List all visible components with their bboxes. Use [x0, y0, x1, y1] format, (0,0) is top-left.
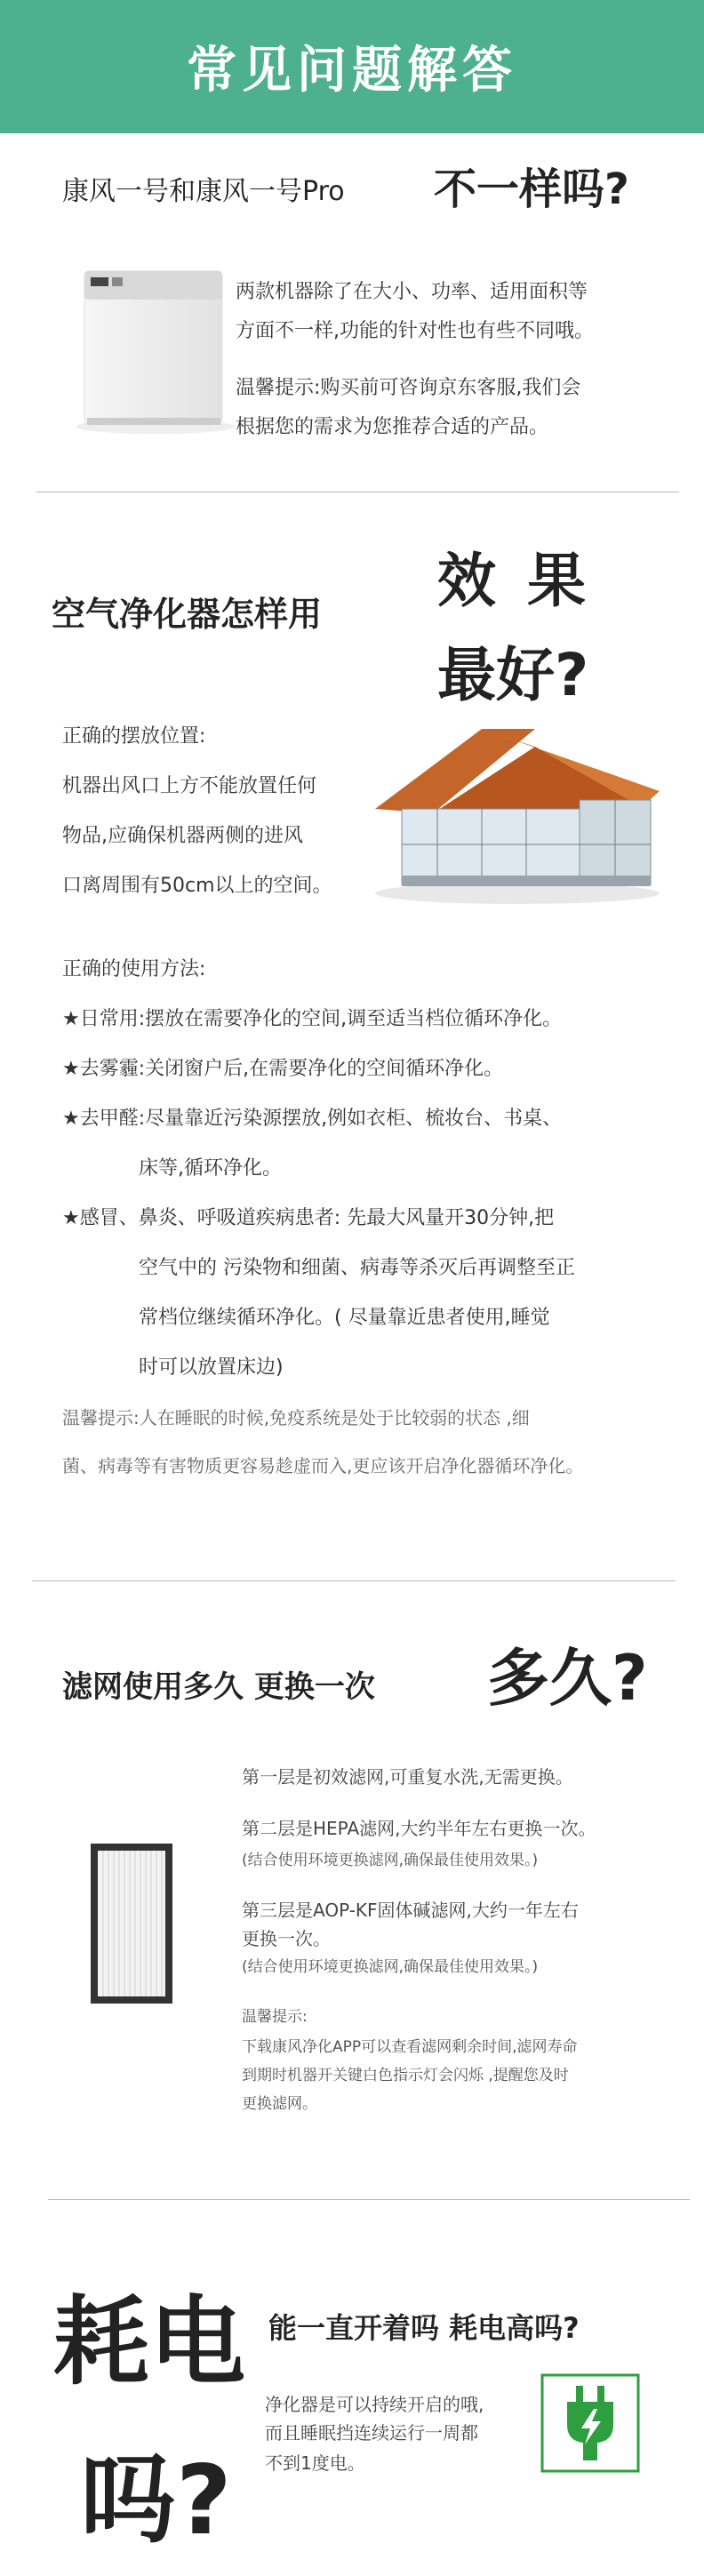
- section4-big-line1: 耗电: [53, 2287, 246, 2398]
- divider-2: [32, 1580, 676, 1581]
- usage-item-smog: ★去雾霾:关闭窗户后,在需要净化的空间循环净化。: [62, 1058, 504, 1080]
- filter-tip-line3: 更换滤网。: [242, 2095, 317, 2113]
- placement-line-3: 口离周围有50cm以上的空间。: [62, 875, 332, 897]
- section2-tip-line1: 温馨提示:人在睡眠的时候,免疫系统是处于比较弱的状态 ,细: [62, 1407, 530, 1428]
- section2-tip-line2: 菌、病毒等有害物质更容易趁虚而入,更应该开启净化器循环净化。: [62, 1455, 584, 1476]
- filter-layer2: 第二层是HEPA滤网,大约半年左右更换一次。: [242, 1818, 596, 1839]
- usage-item-daily: ★日常用:摆放在需要净化的空间,调至适当档位循环净化。: [62, 1008, 563, 1030]
- section1-para1-line1: 两款机器除了在大小、功率、适用面积等: [236, 281, 588, 303]
- section2-big-line1: 效 果: [437, 547, 591, 615]
- section4-big-line2: 吗?: [80, 2445, 232, 2556]
- section1-para2-line2: 根据您的需求为您推荐合适的产品。: [236, 416, 549, 438]
- page-title: 常见问题解答: [187, 42, 517, 100]
- placement-title: 正确的摆放位置:: [62, 725, 206, 748]
- filter-tip-line2: 到期时机器开关键白色指示灯会闪烁 ,提醒您及时: [242, 2067, 569, 2084]
- placement-line-2: 物品,应确保机器两侧的进风: [62, 825, 303, 847]
- house-image: [348, 693, 670, 907]
- usage-item-illness-line1: ★感冒、鼻炎、呼吸道疾病患者: 先最大风量开30分钟,把: [62, 1207, 555, 1229]
- section4-line1: 净化器是可以持续开启的哦,: [265, 2394, 484, 2415]
- filter-image: [89, 1842, 174, 2005]
- section2-heading: 空气净化器怎样用: [52, 595, 323, 634]
- usage-item-illness-line3: 常档位继续循环净化。( 尽量靠近患者使用,睡觉: [139, 1307, 550, 1329]
- plug-lightning-icon: [540, 2373, 640, 2473]
- filter-tip-title: 温馨提示:: [242, 2008, 308, 2026]
- section3-big: 多久?: [487, 1642, 648, 1715]
- section4-heading: 能一直开着吗 耗电高吗?: [268, 2311, 580, 2345]
- air-purifier-image: [62, 258, 240, 436]
- filter-tip-line1: 下载康风净化APP可以查看滤网剩余时间,滤网寿命: [242, 2038, 578, 2056]
- usage-item-formaldehyde-line2: 床等,循环净化。: [139, 1157, 282, 1180]
- divider-3: [48, 2199, 690, 2200]
- filter-layer3-note: (结合使用环境更换滤网,确保最佳使用效果。): [242, 1958, 539, 1976]
- filter-layer1: 第一层是初效滤网,可重复水洗,无需更换。: [242, 1766, 573, 1788]
- section1-heading-big: 不一样吗?: [434, 164, 629, 214]
- usage-title: 正确的使用方法:: [62, 958, 206, 980]
- filter-layer3-line2: 更换一次。: [242, 1928, 331, 1949]
- placement-line-1: 机器出风口上方不能放置任何: [62, 775, 317, 797]
- usage-item-illness-line4: 时可以放置床边): [139, 1356, 284, 1379]
- section4-line3: 不到1度电。: [265, 2452, 365, 2474]
- filter-layer3-line1: 第三层是AOP-KF固体碱滤网,大约一年左右: [242, 1900, 579, 1921]
- filter-layer2-note: (结合使用环境更换滤网,确保最佳使用效果。): [242, 1852, 539, 1869]
- usage-item-illness-line2: 空气中的 污染物和细菌、病毒等杀灭后再调整至正: [139, 1257, 575, 1279]
- section1-heading: 康风一号和康风一号Pro: [62, 176, 345, 207]
- section1-para1-line2: 方面不一样,功能的针对性也有些不同哦。: [236, 320, 594, 342]
- usage-item-formaldehyde-line1: ★去甲醛:尽量靠近污染源摆放,例如衣柜、梳妆台、书桌、: [62, 1108, 563, 1130]
- section2-big-line2: 最好?: [437, 641, 589, 709]
- section4-line2: 而且睡眠挡连续运行一周都: [265, 2422, 478, 2444]
- section1-para2-line1: 温馨提示:购买前可咨询京东客服,我们会: [236, 377, 581, 399]
- section3-heading: 滤网使用多久 更换一次: [62, 1669, 375, 1705]
